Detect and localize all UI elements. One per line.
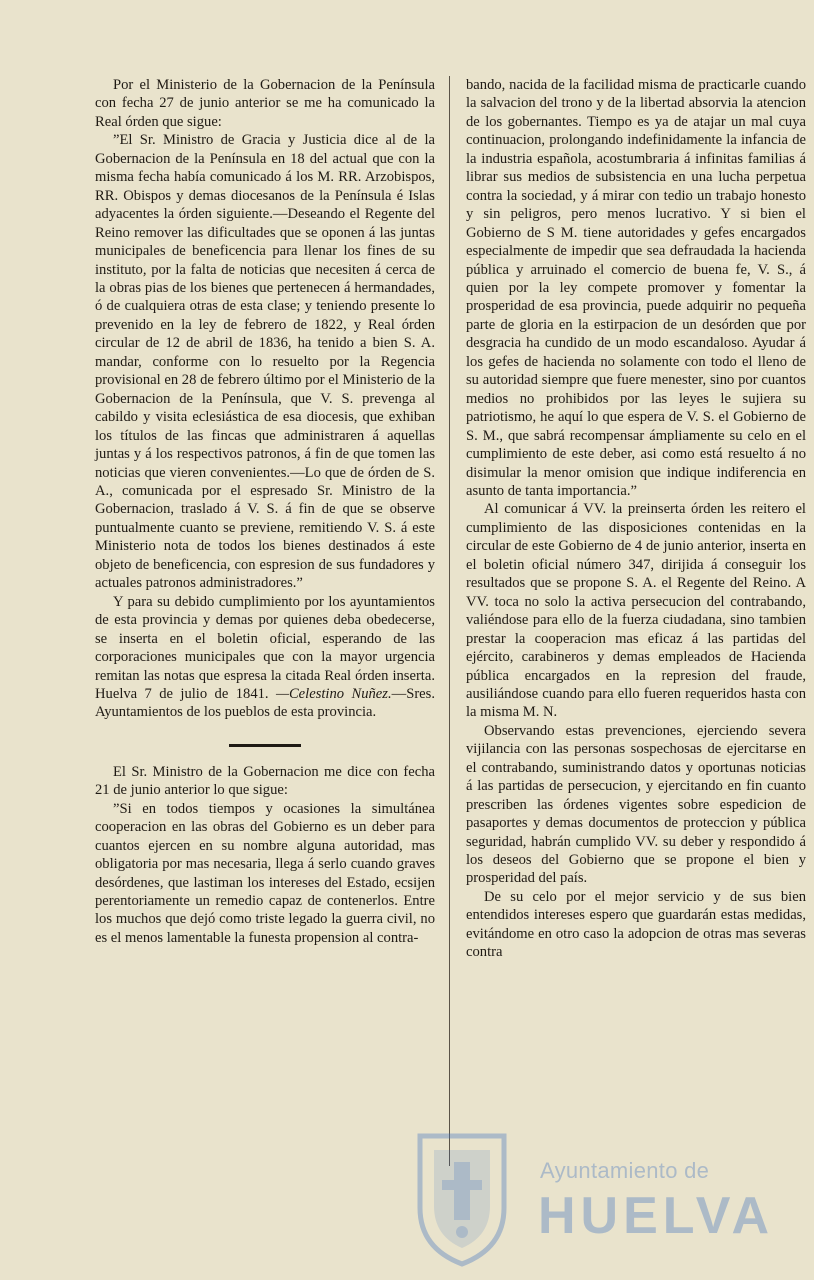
left-paragraph-compliance <box>95 593 435 722</box>
column-rule <box>449 76 450 1166</box>
huelva-watermark <box>410 1122 790 1272</box>
right-paragraph-observations: Observando estas prevenciones, ejerciendo severa vijilancia con las personas sospechosas de ejercitarse en el contrabando, suministrando datos y oportunas noticias á las partidas de persecucion, y ejercitando en fin cuanto prescriben las órdenes vigentes sobre espedicion de pasaportes y demas documentos de proteccion y pública seguridad, habrán cumplido VV. su deber y respondido á los deseos del Gobierno que se propone el bien y prosperidad del país. <box>466 722 806 887</box>
right-column <box>466 76 806 962</box>
right-paragraph-communication: Al comunicar á VV. la preinserta órden les reitero el cumplimiento de las disposiciones contenidas en la circular de este Gobierno de 4 de junio anterior, inserta en el boletin oficial número 347, dirijida á conseguir los resultados que se propone S. A. el Regente del Reino. A VV. toca no solo la activa persecucion del contrabando, valiéndose para ello de la fuerza ciudadana, sino tambien prestar la cooperacion mas eficaz á las partidas del ejército, carabineros y demas empleados de Hacienda pública encargados en la represion del fraude, ausiliándose cuando para ello fueren requeridos hasta con la misma M. N. <box>466 501 806 721</box>
right-paragraph-continuation: bando, nacida de la facilidad misma de practicarle cuando la salvacion del trono y de la libertad absorvia la atencion de los gobernantes. Tiempo es ya de atajar un mal cuya continuacion, prolongando indefinidamente la infancia de la industria española, acostumbraria á infinitas familias á librar sus medios de subsistencia en una lucha perpetua contra la sociedad, y á mirar con tedio un trabajo honesto y sin peligros, pero menos lucrativo. Y si bien el Gobierno de S M. tiene autoridades y gefes encargados especialmente de impedir que sea defraudada la hacienda pública y arruinado el comercio de buena fe, V. S., á quien por la ley compete promover y fomentar la prosperidad de esa provincia, puede adquirir no pequeña parte de gloria en la estirpacion de un desórden que por desgracia ha cundido de un modo escandaloso. Ayudar á los gefes de hacienda no solamente con todo el lleno de su autoridad siempre que fuere menester, sino por cuantos medios no prohibidos por las leyes le sujiera su patriotismo, he aquí lo que espera de V. S. el Gobierno de S. M., que sabrá recompensar ámpliamente su celo en el cumplimiento de este deber, asi como está resuelto á no disimular la menor omision que indique indiferencia en asunto de tanta importancia.” <box>466 77 806 499</box>
compliance-text: Y para su debido cumplimiento por los ayuntamientos de esta provincia y demas por quienes deba obedecerse, se inserta en el boletin oficial, esperando de las corporaciones municipales que con la mayor urgencia remitan las notas que espresa la citada Real órden inserta. Huelva 7 de julio de 1841. <box>95 593 435 702</box>
left-paragraph-contraband-start: ”Si en todos tiempos y ocasiones la simultánea cooperacion en las obras del Gobierno es un deber para cuantos ejercen en su nombre alguna autoridad, mas obligatoria por mas necesaria, llega á serlo cuando graves desórdenes, que lastiman los intereses del Estado, ecsijen perentoriamente un remedio capaz de contenerlos. Entre los muchos que dejó como triste legado la guerra civil, no es el menos lamentable la funesta propension al contra- <box>95 800 435 946</box>
city-shield-icon <box>410 1128 514 1268</box>
signature: —Celestino Nuñez. <box>275 685 392 702</box>
left-paragraph-intro: Por el Ministerio de la Gobernacion de la Península con fecha 27 de junio anterior se me ha comunicado la Real órden que sigue: <box>95 77 435 130</box>
recipients: —Sres. Ayuntamientos de los pueblos de esta provincia. <box>95 685 435 721</box>
left-column <box>95 76 435 947</box>
left-paragraph-royal-order: ”El Sr. Ministro de Gracia y Justicia dice al de la Gobernacion de la Península en 18 del actual que con la misma fecha había comunicado á los M. RR. Arzobispos, RR. Obispos y demas diocesanos de la Península é Islas adyacentes la órden siguiente.—Deseando el Regente del Reino remover las dificultades que se oponen á las juntas municipales de beneficencia para llenar los fines de su instituto, por la falta de noticias que necesiten á cerca de la obras pias de los bienes que pertenecen á hermandades, ó de cualquiera otras de esta clase; y teniendo presente lo prevenido en la ley de febrero de 1822, y Real órden circular de 12 de abril de 1836, ha tenido a bien S. A. mandar, conforme con lo resuelto por la Regencia provisional en 28 de febrero último por el Ministerio de la Gobernacion de la Península, que V. S. prevenga al cabildo y visita eclesiástica de esa diocesis, que exhiban los títulos de las fincas que administraren á aquellas juntas y á los respectivos patronos, á fin de que tomen las noticias que vieren convenientes.—Lo que de órden de S. A., comunicada por el espresado Sr. Ministro de la Gobernacion, traslado á V. S. á fin de que se observe puntualmente cuanto se previene, remitiendo V. S. á este Ministerio nota de todos los bienes destinados á este objeto de beneficencia, con espresion de sus fundadores y actuales patronos administradores.” <box>95 132 435 592</box>
section-divider <box>229 744 301 747</box>
watermark-line-2: HUELVA <box>538 1187 775 1245</box>
watermark-line-1: Ayuntamiento de <box>540 1158 710 1183</box>
right-paragraph-closing: De su celo por el mejor servicio y de sus bien entendidos intereses espero que guardarán estas medidas, evitándome en otro caso la adopcion de otras mas severas contra <box>466 888 806 961</box>
left-paragraph-second-order-intro: El Sr. Ministro de la Gobernacion me dice con fecha 21 de junio anterior lo que sigue: <box>95 763 435 799</box>
